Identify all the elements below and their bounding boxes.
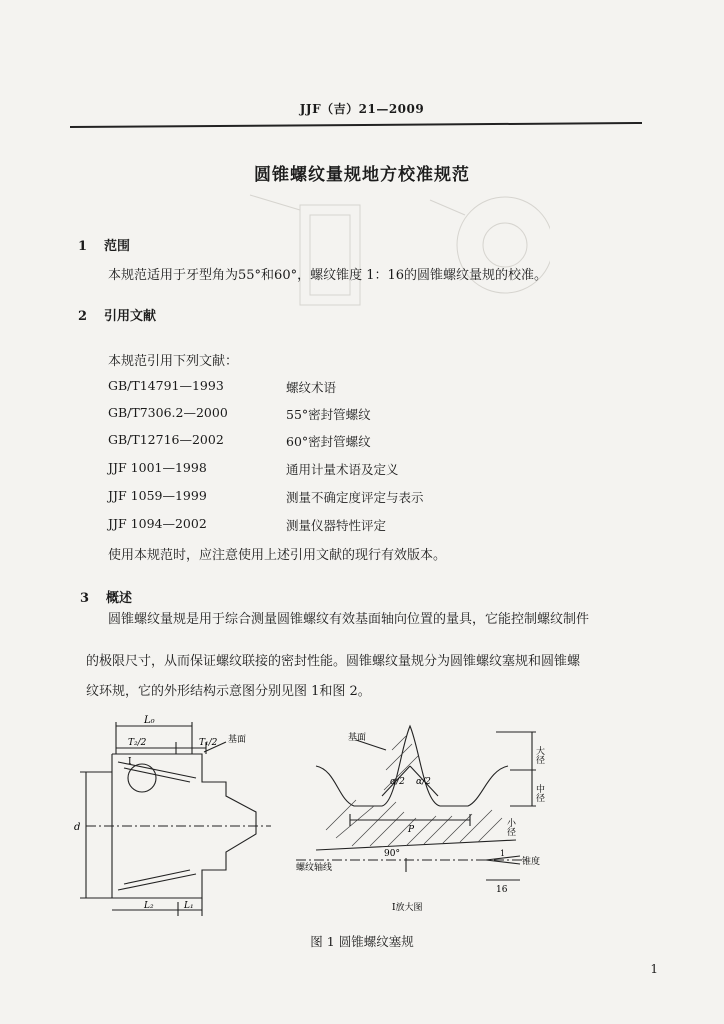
label-one: 1 [500,849,506,858]
label-pitch: P [408,825,415,835]
doc-header: JJF（吉）21—2009 [299,102,425,116]
label-base-right: 基面 [348,733,367,743]
section-title: 引用文献 [104,309,157,324]
label-I: I [128,757,132,767]
section-title: 范围 [104,239,131,254]
section-title: 概述 [106,591,133,606]
label-big-diam: 大径 [534,746,544,764]
label-half-angle-b: α/2 [416,777,431,787]
section-1-body: 本规范适用于牙型角为55°和60°，螺纹锥度 1：16的圆锥螺纹量规的校准。 [108,268,548,283]
section-number: 2 [78,309,88,324]
label-base: 基面 [228,735,247,745]
label-angle: 90° [384,849,400,859]
reference-code: JJF 1094—2002 [108,516,207,531]
references-list [108,378,508,548]
label-L2: L₂ [144,901,154,911]
bleed-through-ghost [230,185,550,315]
label-sixteen: 16 [496,885,508,895]
reference-name: 通用计量术语及定义 [286,462,399,477]
label-mid-diam: 中径 [534,784,544,802]
reference-name: 55°密封管螺纹 [286,407,371,422]
page-number: 1 [650,962,658,976]
references-note: 使用本规范时，应注意使用上述引用文献的现行有效版本。 [108,548,447,563]
section-1-heading [78,235,130,254]
label-d: d [74,822,81,833]
reference-code: JJF 1059—1999 [108,488,207,503]
reference-code: JJF 1001—1998 [108,460,207,475]
thread-profile-drawing [296,710,556,920]
header-rule [70,122,642,128]
reference-name: 测量不确定度评定与表示 [286,490,424,505]
label-L1: L₁ [184,901,194,911]
thread-profile [316,726,508,806]
section-3-line: 的极限尺寸，从而保证螺纹联接的密封性能。圆锥螺纹量规分为圆锥螺纹塞规和圆锥螺 [86,654,581,669]
reference-row [108,432,508,452]
reference-row [108,516,508,536]
reference-code: GB/T7306.2—2000 [108,405,228,420]
label-small-diam: 小径 [505,818,515,836]
reference-code: GB/T12716—2002 [108,432,224,447]
reference-name: 60°密封管螺纹 [286,434,371,449]
reference-row [108,460,508,480]
section-3-line: 圆锥螺纹量规是用于综合测量圆锥螺纹有效基面轴向位置的量具，它能控制螺纹制件 [108,612,590,627]
reference-name: 螺纹术语 [286,380,337,395]
section-number: 1 [78,239,88,254]
section-number: 3 [80,591,90,606]
references-intro: 本规范引用下列文献： [108,354,239,369]
reference-name: 测量仪器特性评定 [286,518,387,533]
reference-code: GB/T14791—1993 [108,378,224,393]
section-3-line: 纹环规，它的外形结构示意图分别见图 1和图 2。 [86,684,371,699]
figure-caption: 图 1 圆锥螺纹塞规 [310,934,414,949]
doc-title: 圆锥螺纹量规地方校准规范 [254,165,470,185]
reference-row [108,488,508,508]
label-half-angle-a: α/2 [390,777,405,787]
section-2-heading [78,305,156,324]
label-T1: T₁/2 [199,738,218,748]
reference-row [108,378,508,398]
label-taper: 锥度 [522,857,541,867]
label-L0: L₀ [144,715,155,726]
reference-row [108,405,508,425]
label-T2: T₂/2 [128,738,147,748]
detail-circle-I [128,764,156,792]
plug-gauge-drawing [66,712,286,918]
label-axis: 螺纹轴线 [296,863,333,873]
section-3-heading [80,587,132,606]
label-enlarged: I放大图 [392,903,423,913]
